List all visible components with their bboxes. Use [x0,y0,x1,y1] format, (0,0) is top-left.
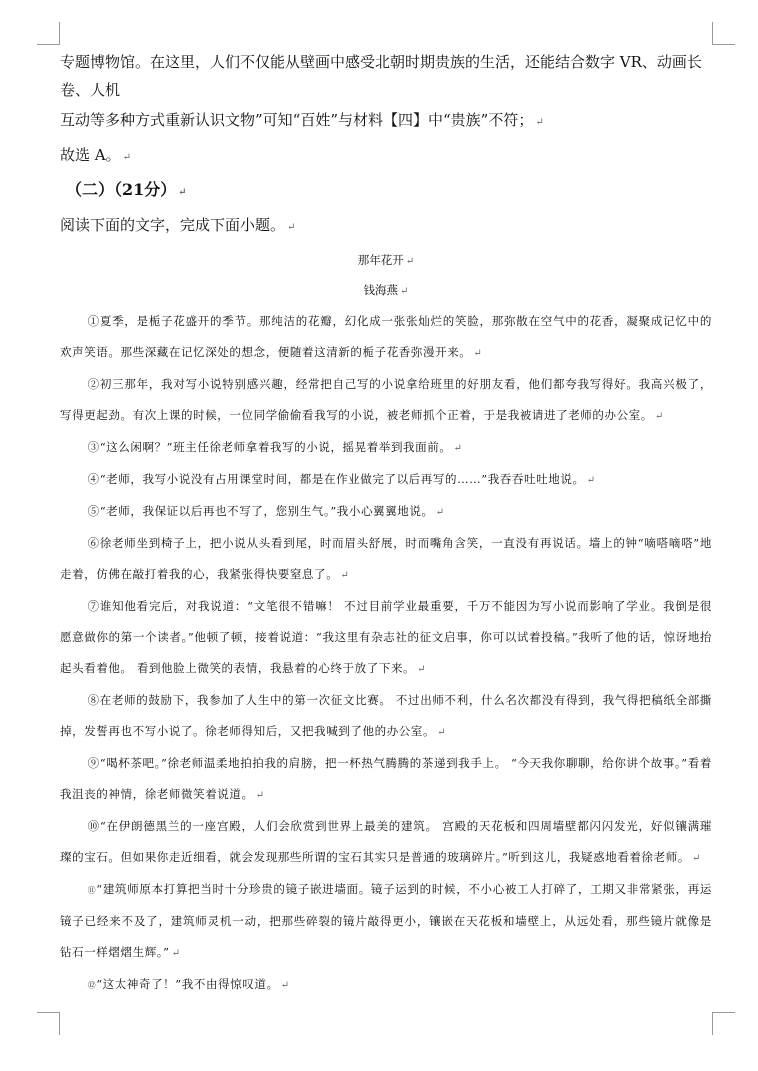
answer-line: 故选 A。 ↵ [60,146,131,164]
article-paragraph: ②初三那年，我对写小说特别感兴趣，经常把自己写的小说拿给班里的好朋友看，他们都夸我写得好。我高兴极了，写得更起劲。有次上课的时候，一位同学偷偷看我写的小说，被老师抓个正着，于是我被请进了老师的办公室。 ↵ [60,377,712,422]
paragraph-mark-icon: ↵ [435,507,445,518]
page-corner-mark-top-right [712,22,735,45]
paragraph-mark-icon: ↵ [437,727,447,738]
article-paragraph: ⑧在老师的鼓励下，我参加了人生中的第一次征文比赛。 不过出师不利，什么名次都没有得到，我气得把稿纸全部撕掉，发誓再也不写小说了。徐老师得知后，又把我喊到了他的办公室。 ↵ [60,693,712,738]
paragraph-mark-icon: ↵ [171,948,181,959]
article-paragraph: ⑤“老师，我保证以后再也不写了，您别生气。”我小心翼翼地说。 ↵ [87,504,445,518]
paragraph-mark-icon: ↵ [654,411,664,422]
article-paragraph: ④“老师，我写小说没有占用课堂时间，都是在作业做完了以后再写的……”我吞吞吐吐地说。 ↵ [87,472,596,486]
paragraph-mark-icon: ↵ [255,790,265,801]
article-paragraph: ⑦谁知他看完后，对我说道：“文笔很不错嘛！ 不过目前学业最重要，千万不能因为写小说而影响了学业。我倒是很愿意做你的第一个读者。”他顿了顿，接着说道：“我这里有杂志社的征文启事，你可以试着投稿。”我听了他的话，惊讶地抬起头看着他。 看到他脸上微笑的表情，我悬着的心终于放了下来。 ↵ [60,599,712,675]
paragraph-mark-icon: ↵ [417,664,427,675]
paragraph-mark-icon: ↵ [287,222,296,233]
paragraph-mark-icon: ↵ [473,348,483,359]
article-paragraph: ⑩“在伊朗德黑兰的一座宫殿，人们会欣赏到世界上最美的建筑。 宫殿的天花板和四周墙壁都闪闪发光，好似镶满璀璨的宝石。但如果你走近细看，就会发现那些所谓的宝石其实只是普通的玻璃碎片。”听到这儿，我疑惑地看着徐老师。 ↵ [60,819,712,864]
paragraph-mark-icon: ↵ [586,475,596,486]
article-author: 钱海燕 ↵ [363,283,409,297]
paragraph-mark-icon: ↵ [453,443,463,454]
paragraph-mark-icon: ↵ [178,187,187,198]
answer-explanation-line-2: 互动等多种方式重新认识文物”可知“百姓”与材料【四】中“贵族”不符； ↵ [60,111,544,129]
article-paragraph: ⑥徐老师坐到椅子上，把小说从头看到尾，时而眉头舒展，时而嘴角含笑，一直没有再说话。墙上的钟“嘀嗒嘀嗒”地走着，仿佛在敲打着我的心，我紧张得快要窒息了。 ↵ [60,536,712,581]
article-paragraph: ⑪“建筑师原本打算把当时十分珍贵的镜子嵌进墙面。镜子运到的时候，不小心被工人打碎了，工期又非常紧张，再运镜子已经来不及了，建筑师灵机一动，把那些碎裂的镜片敲得更小，镶嵌在天花板和墙壁上，从远处看，那些镜片就像是钻石一样熠熠生辉。” ↵ [60,882,712,959]
page-corner-mark-top-left [37,22,60,45]
article-paragraph: ⑨“喝杯茶吧。”徐老师温柔地拍拍我的肩膀，把一杯热气腾腾的茶递到我手上。 “今天我你聊聊，给你讲个故事。”看着我沮丧的神情，徐老师微笑着说道。 ↵ [60,756,712,801]
document-page [60,48,712,1001]
paragraph-mark-icon: ↵ [400,286,409,297]
paragraph-mark-icon: ↵ [691,853,701,864]
paragraph-mark-icon: ↵ [122,152,131,163]
article-body [60,306,712,1001]
article-paragraph: ③“这么闲啊？”班主任徐老师拿着我写的小说，摇晃着举到我面前。 ↵ [87,440,463,454]
paragraph-number: ⑫ [87,981,97,990]
paragraph-number: ⑪ [87,886,97,895]
answer-explanation-line-1: 专题博物馆。在这里，人们不仅能从壁画中感受北朝时期贵族的生活，还能结合数字 VR、动画长卷、人机 [60,53,702,99]
page-corner-mark-bottom-right [712,1012,735,1035]
article-paragraph: ①夏季，是栀子花盛开的季节。那纯洁的花瓣，幻化成一张张灿烂的笑脸，那弥散在空气中的花香，凝聚成记忆中的欢声笑语。那些深藏在记忆深处的想念，便随着这清新的栀子花香弥漫开来。 ↵ [60,314,712,359]
paragraph-mark-icon: ↵ [405,256,415,267]
paragraph-mark-icon: ↵ [535,117,544,128]
section-instruction: 阅读下面的文字，完成下面小题。 ↵ [60,216,296,234]
paragraph-mark-icon: ↵ [280,980,290,991]
article-paragraph: ⑫“这太神奇了！”我不由得惊叹道。 ↵ [87,977,290,991]
paragraph-mark-icon: ↵ [340,570,350,581]
article-title: 那年花开 ↵ [357,253,415,267]
page-corner-mark-bottom-left [37,1012,60,1035]
section-heading: （二）（21分） ↵ [66,180,187,199]
